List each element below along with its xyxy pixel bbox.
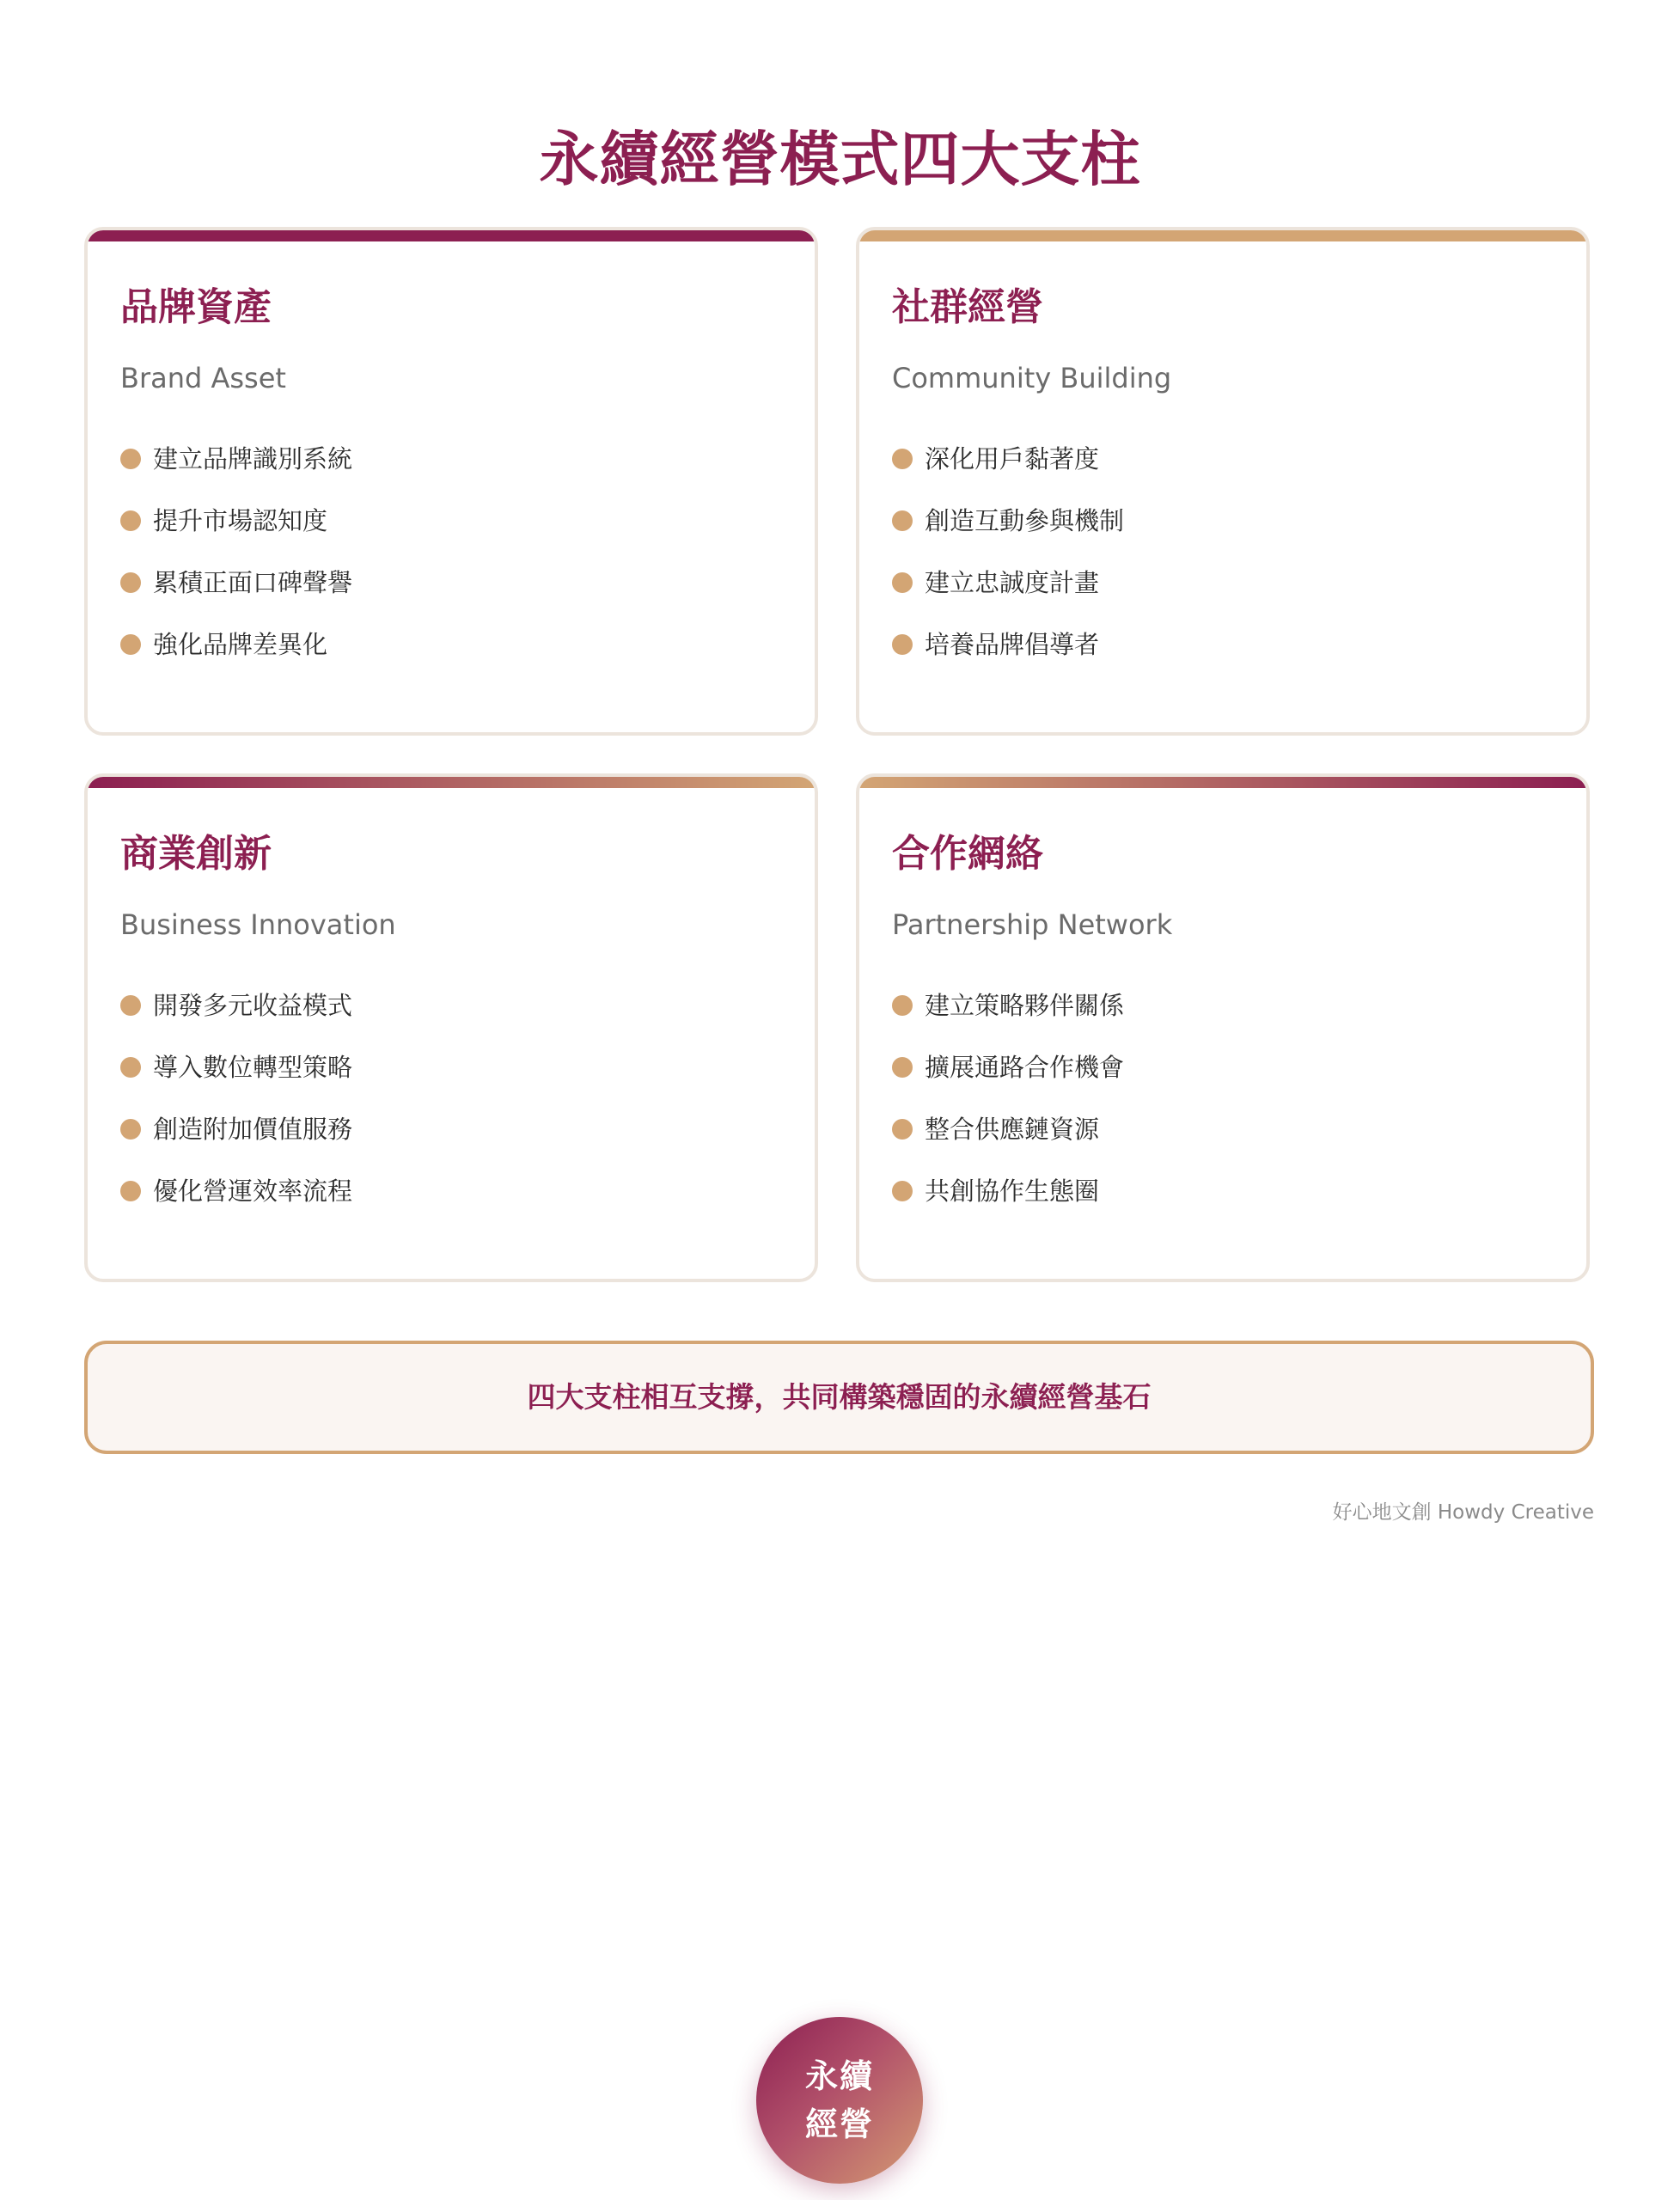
credit-text: 好心地文創 Howdy Creative [1332, 1501, 1594, 1524]
list-item [892, 1049, 1124, 1111]
list-item-text: 導入數位轉型策略 [153, 1053, 353, 1082]
list-item-text: 建立策略夥伴關係 [925, 991, 1125, 1020]
list-item [120, 1049, 352, 1111]
list-item [892, 1173, 1124, 1235]
bullet-dot-icon [892, 1181, 913, 1201]
list-item [892, 503, 1124, 565]
bullet-dot-icon [892, 449, 913, 469]
list-item-text: 培養品牌倡導者 [925, 630, 1100, 659]
list-item [892, 565, 1124, 626]
card-list [892, 441, 1124, 688]
list-item-text: 創造互動參與機制 [925, 506, 1125, 535]
list-item [892, 1111, 1124, 1173]
bullet-dot-icon [892, 1057, 913, 1078]
card-subtitle: Brand Asset [120, 362, 286, 394]
list-item-text: 共創協作生態圈 [925, 1176, 1100, 1206]
center-badge [756, 2017, 923, 2184]
list-item-text: 擴展通路合作機會 [925, 1053, 1125, 1082]
bullet-dot-icon [892, 995, 913, 1016]
list-item-text: 提升市場認知度 [153, 506, 328, 535]
card-list [120, 441, 352, 688]
bullet-dot-icon [120, 995, 141, 1016]
bullet-dot-icon [120, 572, 141, 593]
card-accent-bar [859, 777, 1586, 788]
pillar-card-partnership-network [856, 773, 1590, 1282]
list-item [892, 441, 1124, 503]
summary-banner [84, 1341, 1594, 1454]
list-item [120, 987, 352, 1049]
bullet-dot-icon [120, 1181, 141, 1201]
center-badge-line1: 永續 [804, 2057, 874, 2095]
list-item-text: 強化品牌差異化 [153, 630, 328, 659]
list-item [892, 987, 1124, 1049]
page-title: 永續經營模式四大支柱 [539, 125, 1141, 195]
list-item-text: 創造附加價值服務 [153, 1115, 353, 1144]
card-subtitle: Partnership Network [892, 908, 1173, 941]
list-item [120, 1111, 352, 1173]
pillar-card-business-innovation [84, 773, 818, 1282]
card-title: 合作網絡 [892, 832, 1043, 876]
bullet-dot-icon [120, 1119, 141, 1140]
bullet-dot-icon [892, 1119, 913, 1140]
card-accent-bar [88, 230, 815, 241]
list-item-text: 整合供應鏈資源 [925, 1115, 1100, 1144]
card-accent-bar [859, 230, 1586, 241]
bullet-dot-icon [892, 572, 913, 593]
list-item-text: 優化營運效率流程 [153, 1176, 353, 1206]
summary-text: 四大支柱相互支撐，共同構築穩固的永續經營基石 [527, 1380, 1152, 1414]
list-item [120, 565, 352, 626]
card-subtitle: Business Innovation [120, 908, 396, 941]
card-list [892, 987, 1124, 1235]
center-badge-line2: 經營 [804, 2105, 874, 2143]
bullet-dot-icon [120, 1057, 141, 1078]
card-title: 品牌資產 [120, 285, 272, 329]
card-title: 商業創新 [120, 832, 272, 876]
card-title: 社群經營 [892, 285, 1043, 329]
bullet-dot-icon [120, 634, 141, 655]
bullet-dot-icon [892, 510, 913, 531]
pillar-card-brand-asset [84, 227, 818, 736]
list-item [120, 626, 352, 688]
list-item-text: 建立忠誠度計畫 [925, 568, 1100, 597]
list-item [892, 626, 1124, 688]
bullet-dot-icon [892, 634, 913, 655]
card-list [120, 987, 352, 1235]
list-item-text: 建立品牌識別系統 [153, 444, 353, 474]
pillar-card-community-building [856, 227, 1590, 736]
bullet-dot-icon [120, 449, 141, 469]
list-item [120, 1173, 352, 1235]
bullet-dot-icon [120, 510, 141, 531]
list-item [120, 503, 352, 565]
card-subtitle: Community Building [892, 362, 1172, 394]
list-item-text: 累積正面口碑聲譽 [153, 568, 353, 597]
list-item-text: 深化用戶黏著度 [925, 444, 1100, 474]
card-accent-bar [88, 777, 815, 788]
list-item-text: 開發多元收益模式 [153, 991, 353, 1020]
list-item [120, 441, 352, 503]
